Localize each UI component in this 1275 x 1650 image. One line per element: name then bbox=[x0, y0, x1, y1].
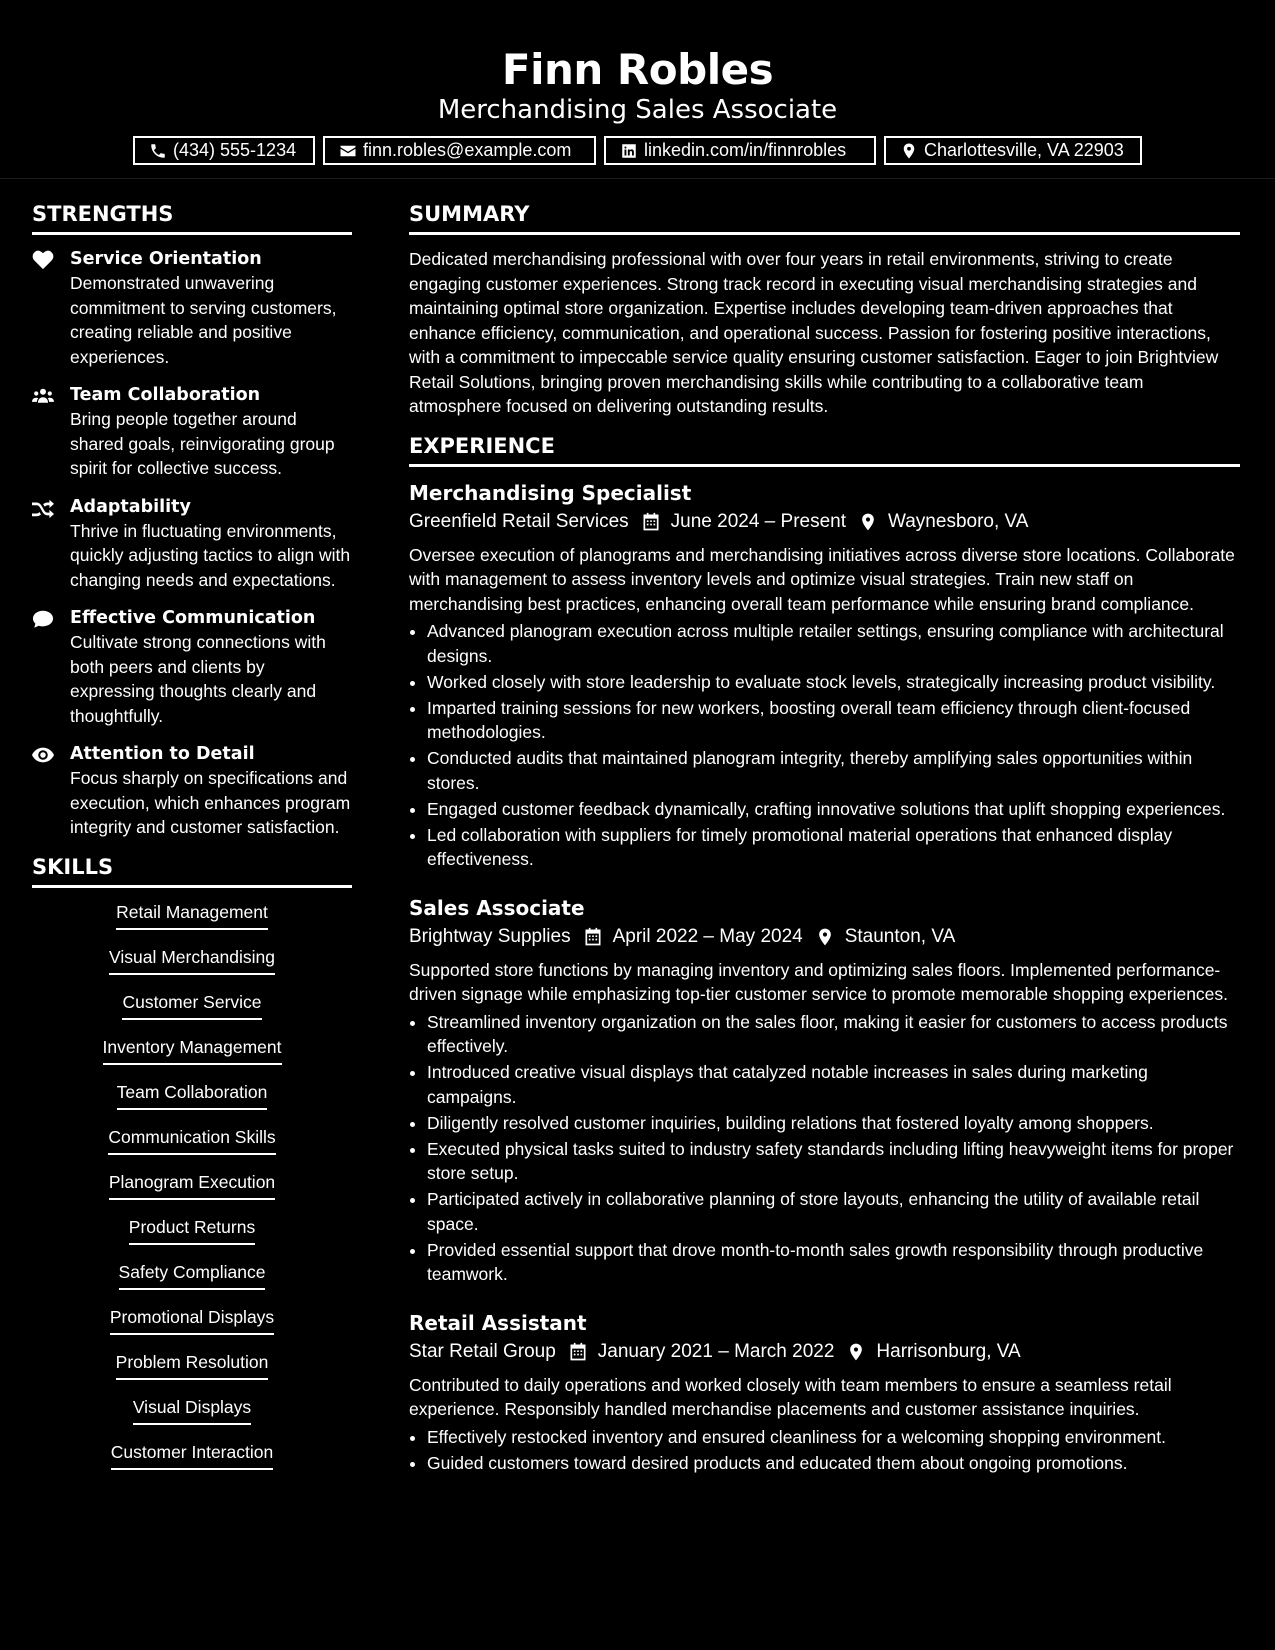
strength-title: Attention to Detail bbox=[70, 744, 255, 764]
strength-desc: Demonstrated unwavering commitment to serving customers, creating reliable and positive experiences. bbox=[70, 273, 337, 367]
calendar-icon bbox=[568, 1342, 588, 1362]
experience-heading: EXPERIENCE bbox=[409, 433, 1240, 467]
skill-tag: Product Returns bbox=[129, 1215, 255, 1245]
job-bullets bbox=[409, 1425, 1240, 1476]
list-item: • Participated actively in collaborative planning of store layouts, enhancing the utility of available retail space. bbox=[427, 1187, 1240, 1236]
list-item: • Diligently resolved customer inquiries, building relations that fostered loyalty among shoppers. bbox=[427, 1111, 1240, 1136]
contact-bar bbox=[0, 136, 1275, 165]
strength-desc: Focus sharply on specifications and execution, which enhances program integrity and customer satisfaction. bbox=[70, 768, 351, 837]
list-item: • Engaged customer feedback dynamically, crafting innovative solutions that uplift shopping experiences. bbox=[427, 797, 1240, 822]
strength-item bbox=[32, 742, 352, 840]
map-marker-icon bbox=[858, 512, 878, 532]
job-entry bbox=[409, 479, 1240, 872]
skill-tag: Team Collaboration bbox=[117, 1080, 268, 1110]
list-item: • Conducted audits that maintained planogram integrity, thereby amplifying sales opportunities within stores. bbox=[427, 746, 1240, 795]
right-column bbox=[409, 201, 1240, 1497]
job-dates: January 2021 – March 2022 bbox=[597, 1340, 835, 1362]
list-item: • Guided customers toward desired products and educated them about ongoing promotions. bbox=[427, 1451, 1240, 1476]
job-description: Oversee execution of planograms and merchandising initiatives across diverse store locations. Collaborate with management to assess inventory levels and optimize visual strategies. Train new staff on merchandising best practices, enhancing overall team performance while ensuring brand compliance. bbox=[409, 544, 1235, 614]
contact-email[interactable] bbox=[323, 136, 596, 165]
users-icon bbox=[32, 386, 54, 406]
calendar-icon bbox=[583, 927, 603, 947]
eye-icon bbox=[32, 745, 54, 765]
list-item: • Worked closely with store leadership to evaluate stock levels, strategically increasing product visibility. bbox=[427, 670, 1240, 695]
contact-linkedin[interactable] bbox=[604, 136, 876, 165]
strength-title: Effective Communication bbox=[70, 608, 316, 628]
job-bullets bbox=[409, 1010, 1240, 1287]
list-item: • Imparted training sessions for new workers, boosting overall team efficiency through client-focused methodologies. bbox=[427, 696, 1240, 745]
contact-location bbox=[884, 136, 1142, 165]
map-marker-icon bbox=[815, 927, 835, 947]
calendar-icon bbox=[641, 512, 661, 532]
strength-item bbox=[32, 383, 352, 481]
shuffle-icon bbox=[32, 498, 54, 518]
linkedin-icon bbox=[620, 142, 638, 160]
strength-item bbox=[32, 606, 352, 728]
skill-tag: Retail Management bbox=[116, 900, 268, 930]
job-title: Retail Assistant bbox=[409, 1310, 587, 1335]
strength-title: Team Collaboration bbox=[70, 385, 261, 405]
job-dates: April 2022 – May 2024 bbox=[612, 925, 803, 947]
job-dates: June 2024 – Present bbox=[670, 510, 847, 532]
summary-heading: SUMMARY bbox=[409, 201, 1240, 235]
job-company: Brightway Supplies bbox=[409, 925, 571, 947]
strength-desc: Cultivate strong connections with both peers and clients by expressing thoughts clearly and thoughtfully. bbox=[70, 632, 326, 726]
job-description: Supported store functions by managing inventory and optimizing sales floors. Implemented performance-driven signage while emphasizing top-tier customer service to promote memorable shopping experiences. bbox=[409, 959, 1229, 1004]
skill-tag: Safety Compliance bbox=[119, 1260, 266, 1290]
job-meta bbox=[409, 1337, 1240, 1367]
summary-text: Dedicated merchandising professional with over four years in retail environments, striving to create engaging customer experiences. Strong track record in executing visual merchandising strategies and maintaining optimal store organization. Expertise includes developing team-driven approaches that enhance efficiency, communication, and operational success. Passion for fostering positive interactions, with a commitment to impeccable service quality ensuring customer satisfaction. Eager to join Brightview Retail Solutions, bringing proven merchandising skills while contributing to a collaborative team atmosphere focused on delivering outstanding results. bbox=[409, 249, 1219, 416]
skill-tag: Problem Resolution bbox=[116, 1350, 269, 1380]
list-item: • Introduced creative visual displays that catalyzed notable increases in sales during marketing campaigns. bbox=[427, 1060, 1240, 1109]
map-marker-icon bbox=[846, 1342, 866, 1362]
contact-phone[interactable] bbox=[133, 136, 315, 165]
skills-heading: SKILLS bbox=[32, 854, 352, 888]
job-entry bbox=[409, 894, 1240, 1287]
phone-text: (434) 555-1234 bbox=[173, 140, 297, 160]
resume-body bbox=[0, 201, 1275, 1497]
job-meta bbox=[409, 507, 1240, 537]
heart-icon bbox=[32, 250, 54, 270]
envelope-icon bbox=[339, 142, 357, 160]
strength-item bbox=[32, 247, 352, 369]
list-item: • Advanced planogram execution across multiple retailer settings, ensuring compliance with architectural designs. bbox=[427, 619, 1240, 668]
skill-tag: Promotional Displays bbox=[110, 1305, 274, 1335]
skill-tag: Planogram Execution bbox=[109, 1170, 275, 1200]
job-description: Contributed to daily operations and worked closely with team members to ensure a seamless retail experience. Responsibly handled merchandise placements and customer assistance inquiries. bbox=[409, 1374, 1172, 1419]
job-title: Sales Associate bbox=[409, 895, 585, 920]
email-text: finn.robles@example.com bbox=[363, 140, 572, 160]
skill-tag: Communication Skills bbox=[108, 1125, 275, 1155]
job-company: Star Retail Group bbox=[409, 1340, 556, 1362]
comment-icon bbox=[32, 609, 54, 629]
strength-desc: Bring people together around shared goals, reinvigorating group spirit for collective success. bbox=[70, 409, 335, 478]
strength-title: Adaptability bbox=[70, 496, 191, 517]
location-text: Charlottesville, VA 22903 bbox=[924, 140, 1124, 160]
skill-tag: Inventory Management bbox=[103, 1035, 282, 1065]
job-entry bbox=[409, 1309, 1240, 1476]
list-item: • Streamlined inventory organization on the sales floor, making it easier for customers to access products effectively. bbox=[427, 1010, 1240, 1059]
strengths-heading: STRENGTHS bbox=[32, 201, 352, 235]
phone-icon bbox=[149, 142, 167, 160]
skill-tag: Customer Interaction bbox=[111, 1440, 273, 1470]
job-location: Waynesboro, VA bbox=[888, 510, 1029, 532]
job-location: Staunton, VA bbox=[844, 925, 956, 947]
skill-tag: Visual Merchandising bbox=[109, 945, 275, 975]
job-bullets bbox=[409, 619, 1240, 872]
skill-tag: Customer Service bbox=[122, 990, 261, 1020]
job-meta bbox=[409, 922, 1240, 952]
list-item: • Provided essential support that drove month-to-month sales growth responsibility through productive teamwork. bbox=[427, 1238, 1240, 1287]
linkedin-text: linkedin.com/in/finnrobles bbox=[644, 140, 847, 160]
skills-list bbox=[32, 900, 352, 1485]
map-marker-icon bbox=[900, 142, 918, 160]
resume-header bbox=[0, 0, 1275, 179]
list-item: • Effectively restocked inventory and ensured cleanliness for a welcoming shopping environment. bbox=[427, 1425, 1240, 1450]
list-item: • Executed physical tasks suited to industry safety standards including lifting heavyweight items for proper store setup. bbox=[427, 1137, 1240, 1186]
job-title: Merchandising Specialist bbox=[409, 480, 692, 505]
job-location: Harrisonburg, VA bbox=[876, 1340, 1021, 1362]
job-company: Greenfield Retail Services bbox=[409, 510, 629, 532]
strength-item bbox=[32, 495, 352, 593]
skill-tag: Visual Displays bbox=[133, 1395, 251, 1425]
candidate-title: Merchandising Sales Associate bbox=[437, 95, 838, 125]
candidate-name: Finn Robles bbox=[501, 45, 774, 94]
strength-title: Service Orientation bbox=[70, 249, 262, 269]
list-item: • Led collaboration with suppliers for timely promotional material operations that enhanced display effectiveness. bbox=[427, 823, 1240, 872]
strength-desc: Thrive in fluctuating environments, quickly adjusting tactics to align with changing needs and expectations. bbox=[70, 520, 351, 590]
left-column bbox=[32, 201, 352, 1497]
